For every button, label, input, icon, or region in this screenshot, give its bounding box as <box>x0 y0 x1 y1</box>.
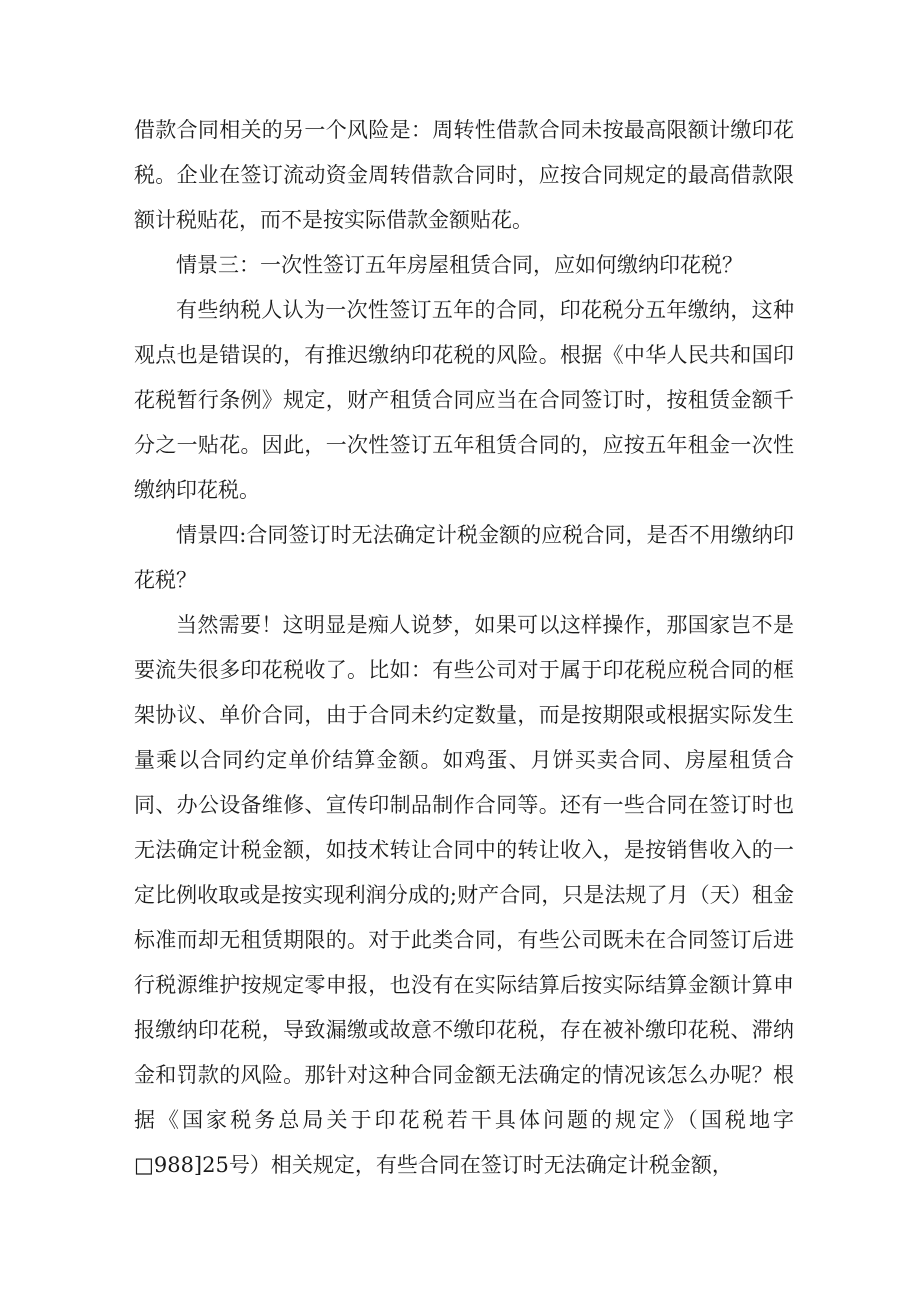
document-body <box>134 108 794 1188</box>
paragraph-loan-contract-risk: 借款合同相关的另一个风险是：周转性借款合同未按最高限额计缴印花税。企业在签订流动资金周转借款合同时，应按合同规定的最高借款限额计税贴花，而不是按实际借款金额贴花。 <box>134 118 794 232</box>
paragraph-scenario-three-answer: 有些纳税人认为一次性签订五年的合同，印花税分五年缴纳，这种观点也是错误的，有推迟缴纳印花税的风险。根据《中华人民共和国印花税暂行条例》规定，财产租赁合同应当在合同签订时，按租赁金额千分之一贴花。因此，一次性签订五年租赁合同的，应按五年租金一次性缴纳印花税。 <box>134 298 794 502</box>
paragraph-scenario-four-heading: 情景四:合同签订时无法确定计税金额的应税合同，是否不用缴纳印花税？ <box>134 523 794 592</box>
paragraph-scenario-three-heading: 情景三：一次性签订五年房屋租赁合同，应如何缴纳印花税？ <box>176 253 743 277</box>
paragraph-scenario-four-answer: 当然需要！这明显是痴人说梦，如果可以这样操作，那国家岂不是要流失很多印花税收了。比如：有些公司对于属于印花税应税合同的框架协议、单价合同，由于合同未约定数量，而是按期限或根据实际发生量乘以合同约定单价结算金额。如鸡蛋、月饼买卖合同、房屋租赁合同、办公设备维修、宣传印制品制作合同等。还有一些合同在签订时也无法确定计税金额，如技术转让合同中的转让收入，是按销售收入的一定比例收取或是按实现利润分成的;财产合同，只是法规了月（天）租金标准而却无租赁期限的。对于此类合同，有些公司既未在合同签订后进行税源维护按规定零申报，也没有在实际结算后按实际结算金额计算申报缴纳印花税，导致漏缴或故意不缴印花税，存在被补缴印花税、滞纳金和罚款的风险。那针对这种合同金额无法确定的情况该怎么办呢？根据《国家税务总局关于印花税若干具体问题的规定》（国税地字□988]25号）相关规定，有些合同在签订时无法确定计税金额， <box>134 613 794 1177</box>
